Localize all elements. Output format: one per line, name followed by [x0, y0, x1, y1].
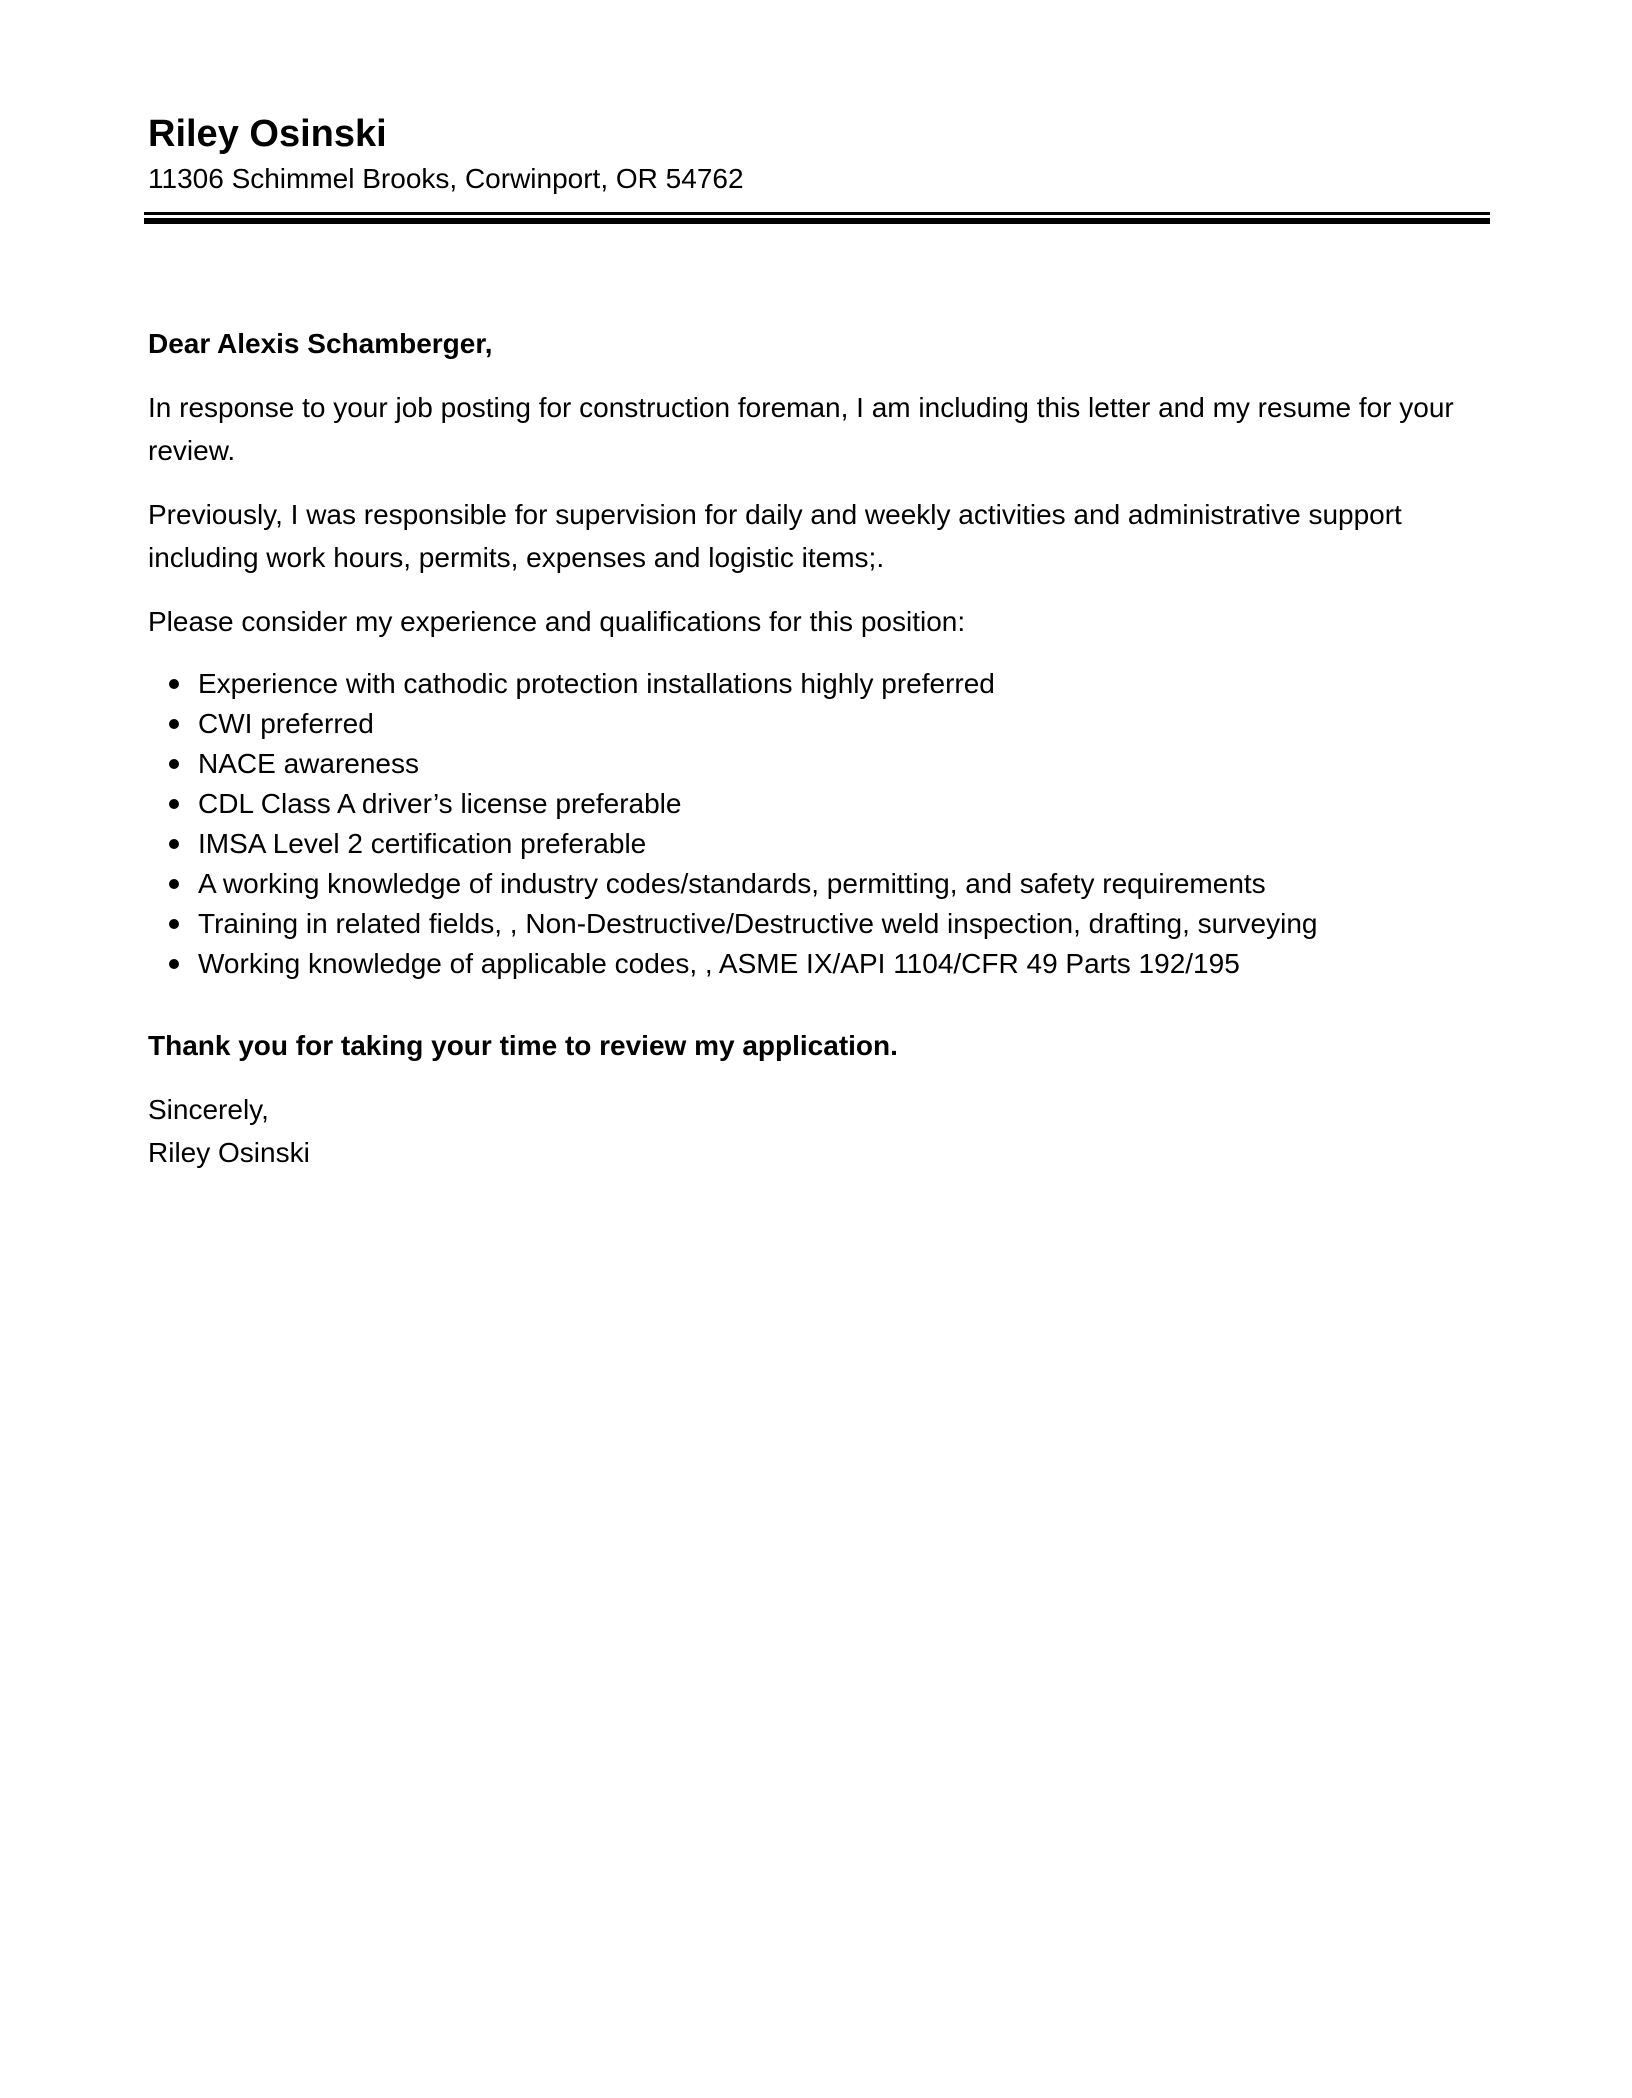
list-item-text: Training in related fields, , Non-Destructive/Destructive weld inspection, drafting, surveying	[198, 908, 1318, 939]
list-item	[148, 944, 1488, 984]
list-item	[148, 744, 1488, 784]
divider-thin-line	[144, 212, 1490, 215]
signature-name: Riley Osinski	[148, 1137, 310, 1168]
list-item-text: A working knowledge of industry codes/standards, permitting, and safety requirements	[198, 868, 1266, 899]
bullet-icon	[169, 679, 179, 689]
bullet-icon	[169, 879, 179, 889]
paragraph-intro: In response to your job posting for construction foreman, I am including this letter and my resume for your review.	[148, 392, 1454, 466]
list-item-text: Experience with cathodic protection installations highly preferred	[198, 668, 995, 699]
thank-you-line: Thank you for taking your time to review my application.	[148, 1030, 898, 1061]
divider-thick-line	[144, 218, 1490, 224]
bullet-icon	[169, 719, 179, 729]
list-item	[148, 904, 1488, 944]
bullet-icon	[169, 959, 179, 969]
list-item-text: Working knowledge of applicable codes, , ASME IX/API 1104/CFR 49 Parts 192/195	[198, 948, 1240, 979]
qualifications-list	[148, 664, 1488, 984]
letter-body	[148, 322, 1488, 1174]
paragraph-experience: Previously, I was responsible for supervision for daily and weekly activities and administrative support including work hours, permits, expenses and logistic items;.	[148, 499, 1402, 573]
sender-address: 11306 Schimmel Brooks, Corwinport, OR 54762	[148, 163, 744, 194]
list-item	[148, 664, 1488, 704]
salutation: Dear Alexis Schamberger,	[148, 328, 493, 359]
list-item-text: CWI preferred	[198, 708, 374, 739]
closing: Sincerely,	[148, 1094, 269, 1125]
header-divider	[144, 212, 1490, 224]
list-item-text: IMSA Level 2 certification preferable	[198, 828, 647, 859]
bullet-icon	[169, 839, 179, 849]
paragraph-consider: Please consider my experience and qualifications for this position:	[148, 606, 966, 637]
list-item	[148, 864, 1488, 904]
list-item	[148, 784, 1488, 824]
bullet-icon	[169, 759, 179, 769]
bullet-icon	[169, 919, 179, 929]
bullet-icon	[169, 799, 179, 809]
sender-name: Riley Osinski	[148, 113, 387, 155]
list-item	[148, 824, 1488, 864]
list-item-text: NACE awareness	[198, 748, 419, 779]
list-item	[148, 704, 1488, 744]
letter-header	[148, 110, 1488, 198]
list-item-text: CDL Class A driver’s license preferable	[198, 788, 682, 819]
